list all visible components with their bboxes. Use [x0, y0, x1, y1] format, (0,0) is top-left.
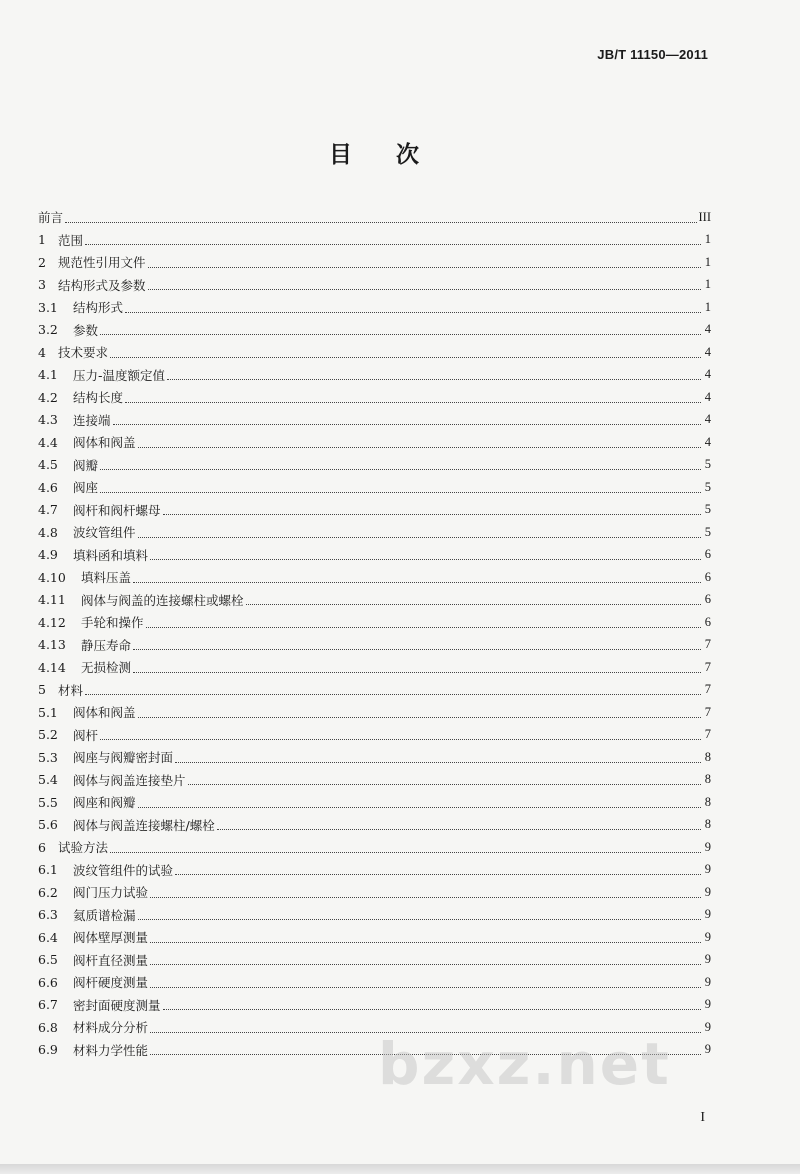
toc-entry-title: 阀体和阀盖	[73, 705, 136, 721]
toc-entry-page: 6	[704, 569, 711, 584]
toc-entry-page: 7	[704, 727, 711, 742]
toc-entry-title: 填料函和填料	[73, 547, 149, 563]
toc-entry-number: 4.8	[38, 524, 58, 540]
toc-entry-number: 4.5	[38, 457, 58, 473]
table-of-contents	[38, 206, 711, 1061]
toc-entry-page: 7	[704, 659, 711, 674]
toc-entry-page: 8	[704, 749, 711, 764]
toc-leader-dots	[113, 423, 701, 425]
toc-leader-dots	[100, 333, 701, 335]
toc-entry-number: 6.2	[38, 884, 58, 900]
toc-entry-number: 6.5	[38, 952, 58, 968]
toc-entry-page: 7	[704, 637, 711, 652]
toc-entry	[38, 341, 711, 364]
toc-entry-number: 3.2	[38, 322, 58, 338]
toc-entry-title: 阀瓣	[73, 457, 99, 473]
toc-leader-dots	[138, 806, 701, 808]
toc-leader-dots	[148, 266, 701, 268]
toc-entry-number: 6.4	[38, 929, 58, 945]
toc-entry	[38, 431, 711, 454]
toc-entry	[38, 319, 711, 342]
toc-entry-title: 静压寿命	[81, 637, 132, 653]
toc-leader-dots	[65, 221, 696, 223]
toc-entry-page: 9	[704, 1019, 711, 1034]
toc-entry-title: 连接端	[73, 412, 111, 428]
toc-entry	[38, 499, 711, 522]
toc-leader-dots	[85, 243, 701, 245]
toc-entry-page: 4	[704, 344, 711, 359]
toc-entry-number: 5.2	[38, 727, 58, 743]
toc-entry-title: 阀体与阀盖的连接螺柱或螺栓	[81, 592, 244, 608]
toc-entry-page: 7	[704, 682, 711, 697]
page-title	[0, 136, 748, 169]
toc-entry-title: 结构形式及参数	[58, 277, 146, 293]
toc-entry-title: 无损检测	[81, 660, 132, 676]
toc-entry-number: 5.1	[38, 704, 58, 720]
toc-entry	[38, 881, 711, 904]
toc-entry-number: 4.13	[38, 637, 66, 653]
toc-entry	[38, 521, 711, 544]
toc-entry	[38, 386, 711, 409]
toc-leader-dots	[167, 378, 701, 380]
toc-entry-number: 6.8	[38, 1019, 58, 1035]
title-char-1: 目	[329, 142, 352, 168]
toc-entry	[38, 251, 711, 274]
toc-entry-number: 4.6	[38, 479, 58, 495]
toc-entry	[38, 904, 711, 927]
toc-entry-number: 4.12	[38, 614, 66, 630]
toc-leader-dots	[125, 311, 701, 313]
toc-leader-dots	[150, 986, 701, 988]
toc-entry-page: 1	[704, 254, 711, 269]
toc-entry-page: 1	[704, 232, 711, 247]
toc-entry-title: 结构形式	[73, 300, 124, 316]
toc-entry-title: 阀座	[73, 480, 99, 496]
toc-entry	[38, 679, 711, 702]
toc-entry-title: 材料	[58, 682, 84, 698]
toc-entry-number: 4.14	[38, 659, 66, 675]
toc-entry-title: 氦质谱检漏	[73, 907, 136, 923]
toc-entry	[38, 859, 711, 882]
toc-leader-dots	[148, 288, 701, 290]
toc-leader-dots	[85, 693, 701, 695]
toc-leader-dots	[163, 1008, 701, 1010]
toc-entry	[38, 971, 711, 994]
toc-leader-dots	[146, 626, 701, 628]
toc-entry-page: 5	[704, 479, 711, 494]
toc-entry-title: 技术要求	[58, 345, 109, 361]
toc-entry-title: 阀杆和阀杆螺母	[73, 502, 161, 518]
toc-entry-title: 参数	[73, 322, 99, 338]
toc-leader-dots	[217, 828, 701, 830]
toc-entry-number: 4.10	[38, 569, 66, 585]
toc-entry-title: 阀座与阀瓣密封面	[73, 750, 174, 766]
toc-entry	[38, 814, 711, 837]
toc-entry-number: 4.2	[38, 389, 58, 405]
toc-entry-title: 材料力学性能	[73, 1042, 149, 1058]
toc-entry-title: 波纹管组件的试验	[73, 862, 174, 878]
standard-number: JB/T 11150—2011	[597, 47, 708, 62]
toc-leader-dots	[150, 963, 701, 965]
toc-leader-dots	[110, 851, 701, 853]
toc-leader-dots	[100, 491, 701, 493]
toc-entry-number: 6.1	[38, 862, 58, 878]
toc-entry-number: 4.3	[38, 412, 58, 428]
toc-entry-page: 9	[704, 974, 711, 989]
toc-entry-title: 阀杆硬度测量	[73, 975, 149, 991]
toc-entry-title: 压力-温度额定值	[73, 367, 166, 383]
toc-entry-title: 规范性引用文件	[58, 255, 146, 271]
scan-edge	[0, 1164, 800, 1174]
toc-leader-dots	[138, 446, 701, 448]
toc-entry-title: 阀体壁厚测量	[73, 930, 149, 946]
toc-leader-dots	[100, 468, 701, 470]
toc-entry	[38, 296, 711, 319]
toc-entry-number: 5	[38, 682, 46, 698]
toc-entry	[38, 544, 711, 567]
toc-leader-dots	[163, 513, 701, 515]
toc-leader-dots	[188, 783, 701, 785]
toc-entry	[38, 769, 711, 792]
toc-entry-page: 9	[704, 907, 711, 922]
toc-entry-number: 4.1	[38, 367, 58, 383]
toc-leader-dots	[110, 356, 701, 358]
toc-entry-number: 4.9	[38, 547, 58, 563]
toc-entry	[38, 926, 711, 949]
toc-entry	[38, 611, 711, 634]
toc-entry-page: 8	[704, 772, 711, 787]
toc-entry-title: 范围	[58, 232, 84, 248]
toc-entry	[38, 566, 711, 589]
toc-entry-page: 9	[704, 884, 711, 899]
toc-entry-page: 5	[704, 457, 711, 472]
toc-leader-dots	[150, 896, 701, 898]
toc-entry-title: 填料压盖	[81, 570, 132, 586]
toc-entry	[38, 724, 711, 747]
toc-entry-page: 4	[704, 367, 711, 382]
toc-entry	[38, 409, 711, 432]
footer-page-number: I	[700, 1110, 705, 1125]
toc-entry-number: 5.5	[38, 794, 58, 810]
toc-entry	[38, 229, 711, 252]
toc-entry-title: 波纹管组件	[73, 525, 136, 541]
toc-leader-dots	[100, 738, 701, 740]
toc-entry-page: 9	[704, 862, 711, 877]
toc-entry	[38, 791, 711, 814]
toc-entry-number: 6.3	[38, 907, 58, 923]
toc-leader-dots	[246, 603, 701, 605]
toc-entry-title: 阀体和阀盖	[73, 435, 136, 451]
toc-leader-dots	[138, 716, 701, 718]
toc-entry-page: 4	[704, 389, 711, 404]
toc-leader-dots	[150, 558, 701, 560]
toc-entry-number: 2	[38, 254, 46, 270]
toc-entry-title: 密封面硬度测量	[73, 997, 161, 1013]
toc-entry	[38, 454, 711, 477]
toc-entry	[38, 949, 711, 972]
toc-entry-page: 8	[704, 794, 711, 809]
toc-leader-dots	[175, 761, 701, 763]
toc-leader-dots	[133, 648, 701, 650]
toc-entry	[38, 746, 711, 769]
toc-entry-page: 5	[704, 502, 711, 517]
toc-entry	[38, 994, 711, 1017]
toc-entry	[38, 836, 711, 859]
toc-entry-number: 5.3	[38, 749, 58, 765]
toc-entry-title: 结构长度	[73, 390, 124, 406]
toc-entry-number: 4	[38, 344, 46, 360]
toc-entry-page: 4	[704, 322, 711, 337]
toc-entry-page: 8	[704, 817, 711, 832]
toc-entry-number: 4.11	[38, 592, 66, 608]
toc-entry-number: 6	[38, 839, 46, 855]
watermark: bzxz.net	[378, 1030, 671, 1098]
toc-entry	[38, 476, 711, 499]
toc-leader-dots	[150, 941, 701, 943]
title-char-2: 次	[396, 142, 419, 168]
toc-entry-number: 4.4	[38, 434, 58, 450]
toc-entry-title: 手轮和操作	[81, 615, 144, 631]
toc-entry-page: 6	[704, 592, 711, 607]
toc-entry	[38, 634, 711, 657]
toc-entry-title: 前言	[38, 210, 64, 226]
toc-entry-page: 1	[704, 277, 711, 292]
toc-entry-title: 阀杆	[73, 727, 99, 743]
toc-entry	[38, 274, 711, 297]
toc-entry-title: 材料成分分析	[73, 1020, 149, 1036]
toc-entry-page: 6	[704, 547, 711, 562]
toc-entry-title: 试验方法	[58, 840, 109, 856]
toc-leader-dots	[138, 536, 701, 538]
toc-entry-number: 6.7	[38, 997, 58, 1013]
toc-entry	[38, 364, 711, 387]
toc-entry-page: 6	[704, 614, 711, 629]
toc-entry-page: 9	[704, 929, 711, 944]
toc-leader-dots	[133, 671, 701, 673]
toc-entry-number: 3	[38, 277, 46, 293]
toc-leader-dots	[138, 918, 701, 920]
toc-entry-number: 6.6	[38, 974, 58, 990]
toc-entry-page: 9	[704, 997, 711, 1012]
toc-entry-page: 4	[704, 412, 711, 427]
toc-entry-page: 7	[704, 704, 711, 719]
toc-entry-title: 阀体与阀盖连接垫片	[73, 772, 186, 788]
toc-entry-page: 9	[704, 839, 711, 854]
toc-entry-page: 9	[704, 1042, 711, 1057]
toc-entry-page: 1	[704, 299, 711, 314]
toc-entry-page: 4	[704, 434, 711, 449]
toc-entry	[38, 656, 711, 679]
toc-entry-number: 5.6	[38, 817, 58, 833]
toc-entry-title: 阀杆直径测量	[73, 952, 149, 968]
toc-leader-dots	[133, 581, 701, 583]
toc-entry-number: 3.1	[38, 299, 58, 315]
toc-entry-number: 4.7	[38, 502, 58, 518]
toc-entry	[38, 206, 711, 229]
toc-entry-page: 9	[704, 952, 711, 967]
toc-entry-title: 阀门压力试验	[73, 885, 149, 901]
toc-leader-dots	[125, 401, 701, 403]
toc-entry	[38, 589, 711, 612]
toc-entry-title: 阀座和阀瓣	[73, 795, 136, 811]
toc-entry-page: III	[698, 209, 711, 224]
toc-entry-number: 6.9	[38, 1042, 58, 1058]
toc-entry	[38, 701, 711, 724]
toc-leader-dots	[175, 873, 701, 875]
toc-entry-page: 5	[704, 524, 711, 539]
toc-entry-number: 1	[38, 232, 46, 248]
toc-entry-number: 5.4	[38, 772, 58, 788]
toc-entry-title: 阀体与阀盖连接螺柱/螺栓	[73, 817, 215, 833]
